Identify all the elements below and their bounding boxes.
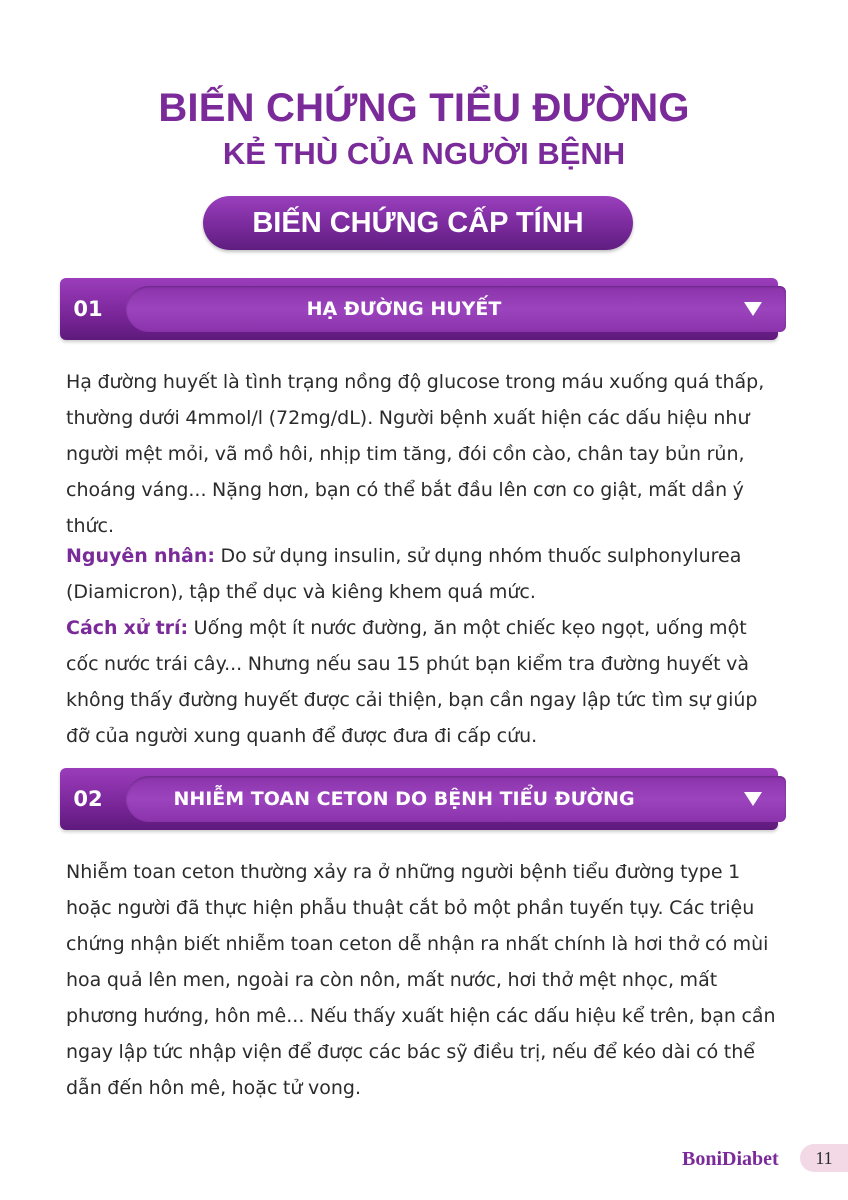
- section-title: NHIỄM TOAN CETON DO BỆNH TIỂU ĐƯỜNG: [173, 788, 635, 810]
- page-title: BIẾN CHỨNG TIỂU ĐƯỜNG: [158, 86, 690, 130]
- treatment-paragraph: [66, 610, 782, 754]
- section-header-ketoacidosis[interactable]: [60, 768, 778, 830]
- triangle-down-icon[interactable]: [744, 792, 762, 806]
- section-body-hypoglycemia: Hạ đường huyết là tình trạng nồng độ glucose trong máu xuống quá thấp, thường dưới 4mmol/l (72mg/dL). Người bệnh xuất hiện các dấu hiệu như người mệt mỏi, vã mồ hôi, nhịp tim tăng, đói cồn cào, chân tay bủn rủn, choáng váng... Nặng hơn, bạn có thể bắt đầu lên cơn co giật, mất dần ý thức.: [66, 371, 765, 537]
- section-title: HẠ ĐƯỜNG HUYẾT: [306, 298, 502, 320]
- page-number: 11: [800, 1144, 848, 1172]
- triangle-down-icon[interactable]: [744, 302, 762, 316]
- cause-paragraph: [66, 538, 782, 610]
- treatment-text: Uống một ít nước đường, ăn một chiếc kẹo ngọt, uống một cốc nước trái cây... Nhưng nếu sau 15 phút bạn kiểm tra đường huyết và không thấy đường huyết được cải thiện, bạn cần ngay lập tức tìm sự giúp đỡ của người xung quanh để được đưa đi cấp cứu.: [66, 617, 758, 747]
- category-pill: BIẾN CHỨNG CẤP TÍNH: [203, 196, 633, 250]
- section-body-ketoacidosis: Nhiễm toan ceton thường xảy ra ở những người bệnh tiểu đường type 1 hoặc người đã thực hiện phẫu thuật cắt bỏ một phần tuyến tụy. Các triệu chứng nhận biết nhiễm toan ceton dễ nhận ra nhất chính là hơi thở có mùi hoa quả lên men, ngoài ra còn nôn, mất nước, hơi thở mệt nhọc, mất phương hướng, hôn mê... Nếu thấy xuất hiện các dấu hiệu kể trên, bạn cần ngay lập tức nhập viện để được các bác sỹ điều trị, nếu để kéo dài có thể dẫn đến hôn mê, hoặc tử vong.: [66, 861, 776, 1099]
- cause-text: Do sử dụng insulin, sử dụng nhóm thuốc sulphonylurea (Diamicron), tập thể dục và kiêng khem quá mức.: [66, 545, 742, 603]
- section-number: 01: [73, 297, 103, 321]
- brand-logo: BoniDiabet: [682, 1148, 779, 1170]
- section-number: 02: [73, 787, 103, 811]
- treatment-label: Cách xử trí:: [66, 617, 189, 639]
- section-header-hypoglycemia[interactable]: [60, 278, 778, 340]
- page-subtitle: KẺ THÙ CỦA NGƯỜI BỆNH: [222, 136, 626, 171]
- cause-label: Nguyên nhân:: [66, 545, 215, 567]
